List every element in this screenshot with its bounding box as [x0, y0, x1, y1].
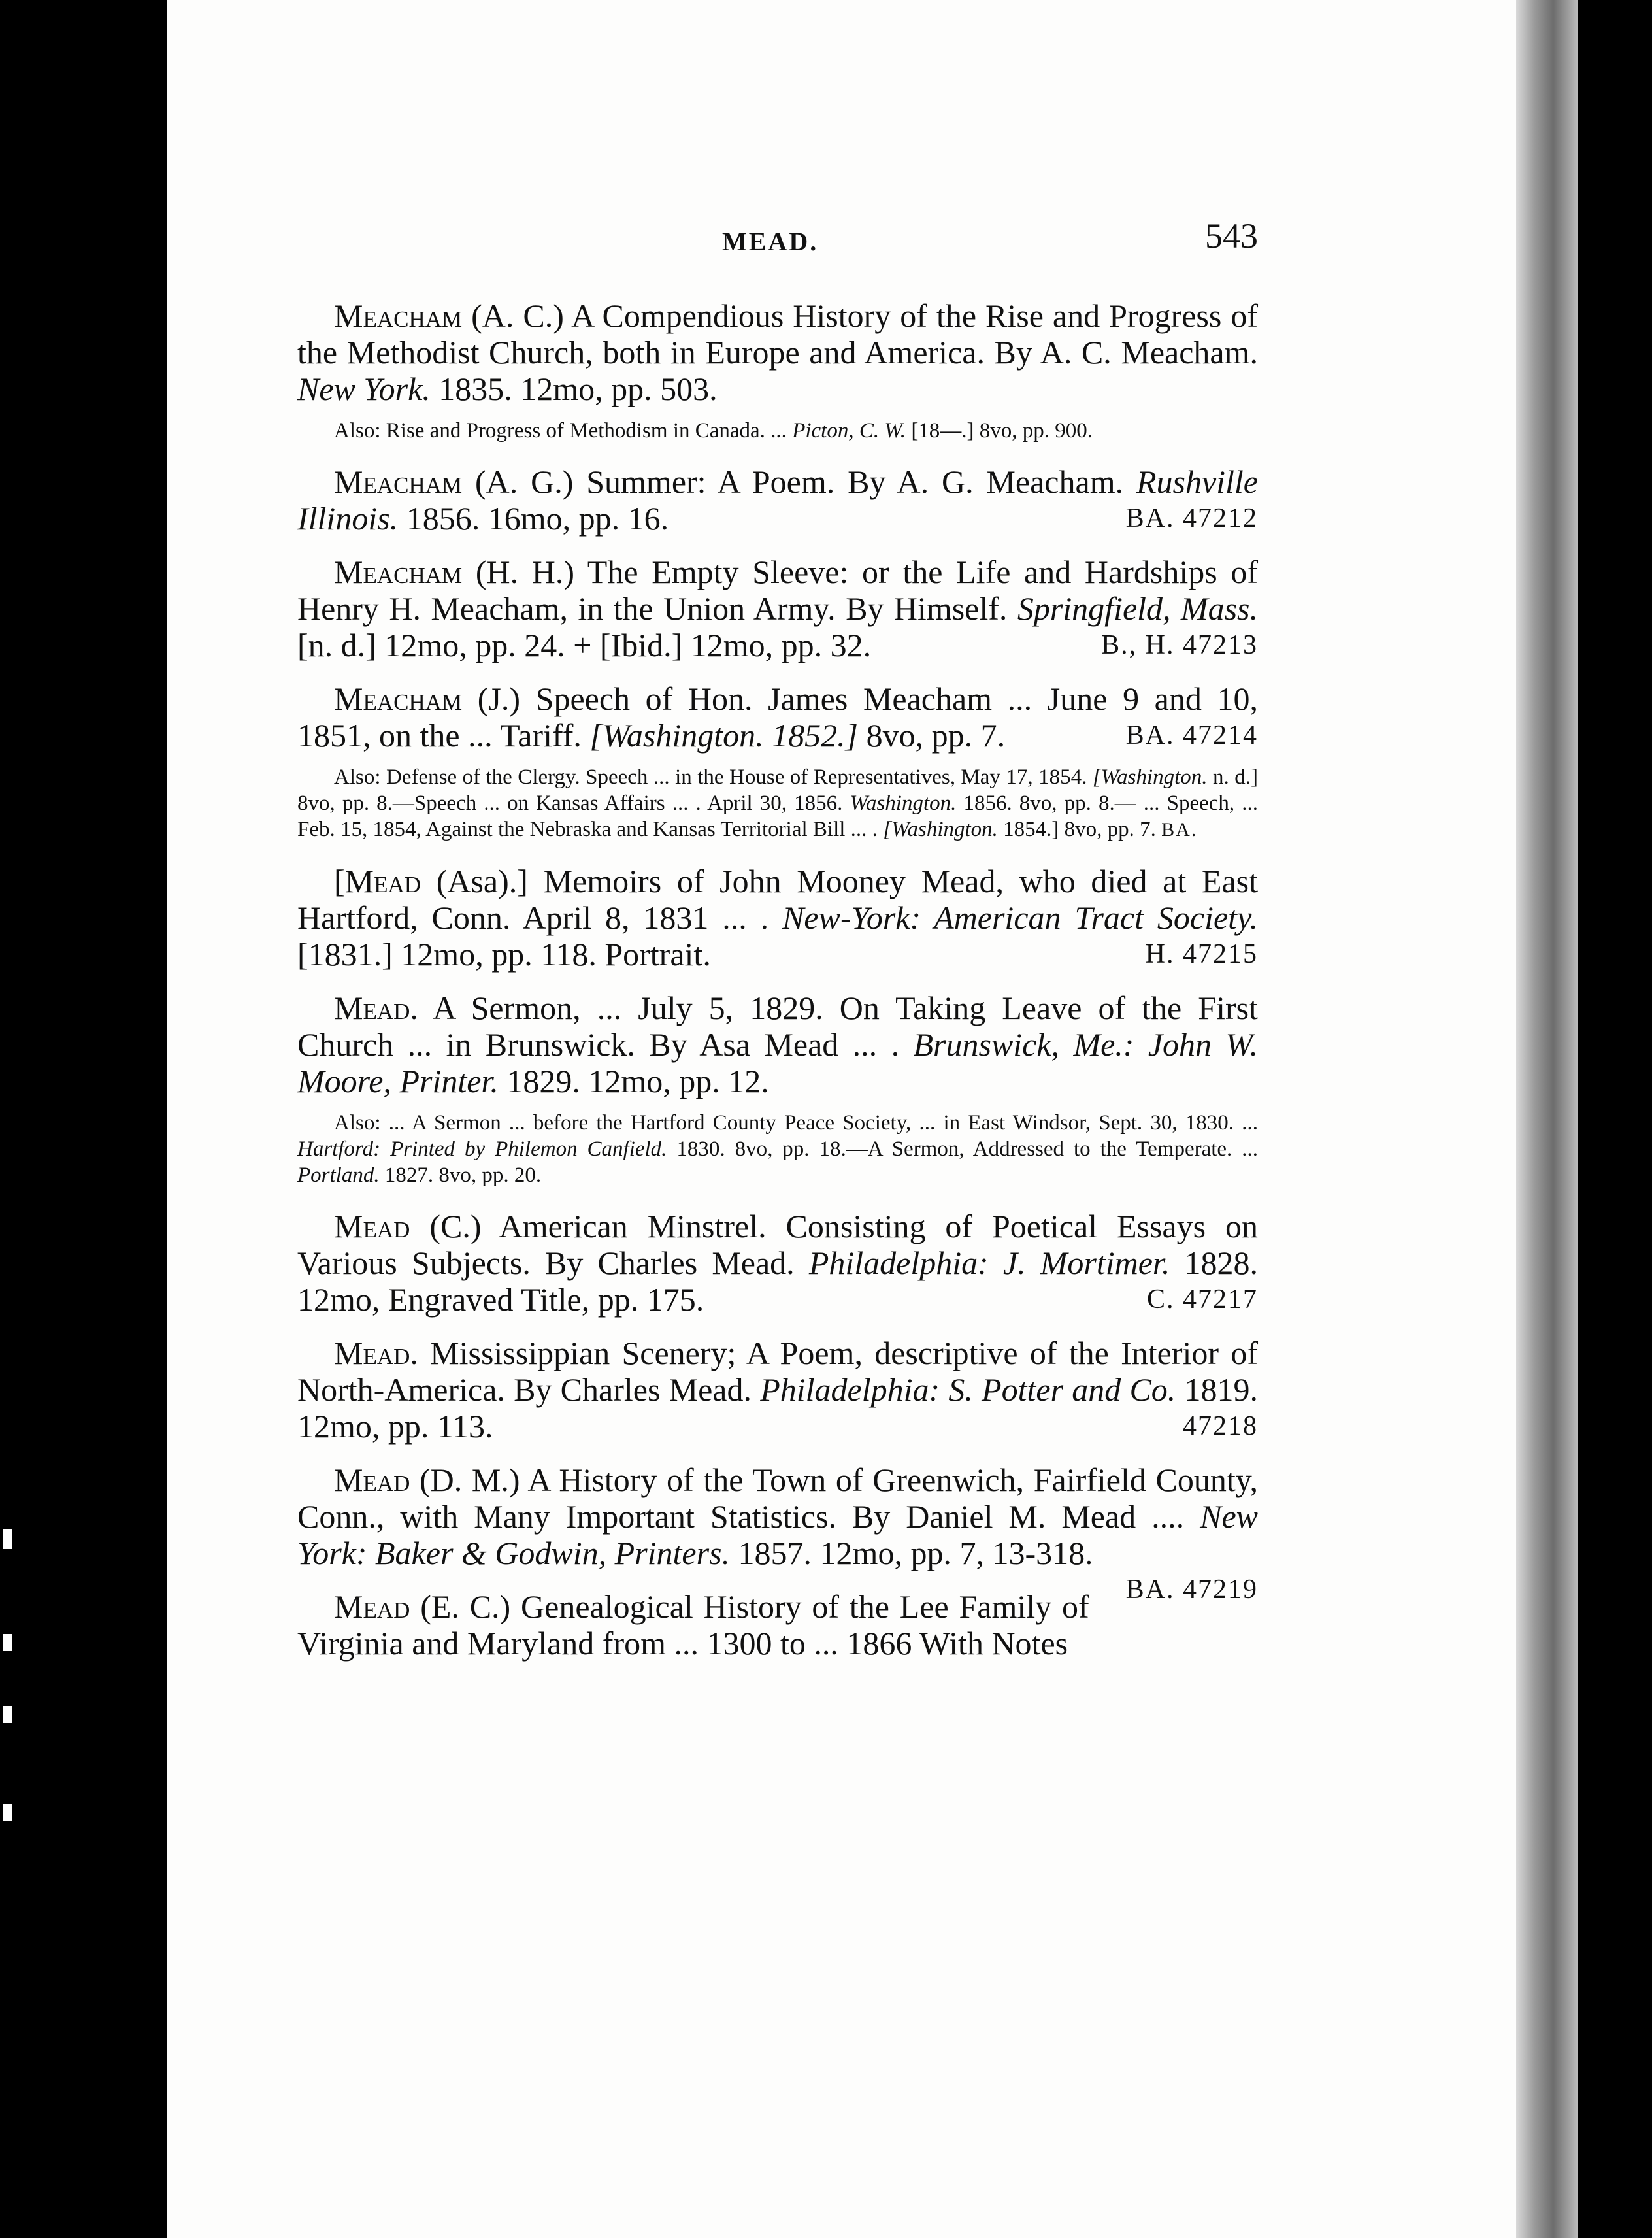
bibliography-entry: Mead (C.) American Minstrel. Consisting of Poetical Essays on Various Subjects. By Charles Mead. Philadelphia: J. Mortimer. 1828. 12mo, Engraved Title, pp. 175. C. 47217: [297, 1208, 1258, 1318]
bibliography-entry: Meacham (J.) Speech of Hon. James Meacham ... June 9 and 10, 1851, on the ... Tariff. [Washington. 1852.] 8vo, pp. 7. BA. 47214: [297, 680, 1258, 754]
scan-left-border: [0, 0, 167, 2238]
margin-mark: [3, 1529, 12, 1549]
margin-mark: [3, 1706, 12, 1723]
page-fold-shadow: [1516, 0, 1578, 2238]
catalog-number: BA. 47212: [1125, 503, 1258, 533]
bibliography-entry: Mead (E. C.) Genealogical History of the Lee Family of Virginia and Maryland from ... 1300 to ... 1866 With Notes: [297, 1588, 1089, 1662]
catalog-number: BA. 47214: [1125, 720, 1258, 750]
bibliography-entry: Meacham (A. C.) A Compendious History of the Rise and Progress of the Methodist Church, both in Europe and America. By A. C. Meacham. New York. 1835. 12mo, pp. 503.: [297, 297, 1258, 407]
catalog-number: BA.: [1161, 819, 1198, 841]
catalog-number: B., H. 47213: [1101, 630, 1258, 660]
bibliography-entry: Mead (D. M.) A History of the Town of Greenwich, Fairfield County, Conn., with Many Important Statistics. By Daniel M. Mead .... New York: Baker & Godwin, Printers. 1857. 12mo, pp. 7, 13-318. BA. 47219: [297, 1461, 1258, 1571]
page-content: [297, 297, 1258, 1678]
bibliography-entry: Mead. A Sermon, ... July 5, 1829. On Taking Leave of the First Church ... in Brunswick. By Asa Mead ... . Brunswick, Me.: John W. Moore, Printer. 1829. 12mo, pp. 12.: [297, 990, 1258, 1099]
bibliography-entry: [Mead (Asa).] Memoirs of John Mooney Mead, who died at East Hartford, Conn. April 8, 1831 ... . New-York: American Tract Society. [1831.] 12mo, pp. 118. Portrait. H. 47215: [297, 863, 1259, 973]
bibliography-entry: Meacham (H. H.) The Empty Sleeve: or the Life and Hardships of Henry H. Meacham, in the Union Army. By Himself. Springfield, Mass. [n. d.] 12mo, pp. 24. + [Ibid.] 12mo, pp. 32. B., H. 47213: [297, 554, 1258, 663]
margin-mark: [3, 1634, 12, 1651]
margin-mark: [3, 1804, 12, 1821]
also-note: Also: Defense of the Clergy. Speech ... in the House of Representatives, May 17, 1854. [Washington. n. d.] 8vo, pp. 8.—Speech ... on Kansas Affairs ... . April 30, 1856. Washington. 1856. 8vo, pp. 8.— ... Speech, ... Feb. 15, 1854, Against the Nebraska and Kansas Territorial Bill ... . [Washington. 1854.] 8vo, pp. 7. BA.: [297, 765, 1259, 841]
scan-right-border: [1578, 0, 1652, 2238]
also-note: Also: Rise and Progress of Methodism in Canada. ... Picton, C. W. [18—.] 8vo, pp. 900.: [334, 419, 1093, 443]
catalog-number: H. 47215: [1145, 939, 1258, 969]
catalog-number: BA. 47219: [1125, 1575, 1258, 1605]
catalog-number: C. 47217: [1146, 1284, 1258, 1314]
also-note: Also: ... A Sermon ... before the Hartford County Peace Society, ... in East Windsor, Sept. 30, 1830. ... Hartford: Printed by Philemon Canfield. 1830. 8vo, pp. 18.—A Sermon, Addressed to the Temperate. ... Portland. 1827. 8vo, pp. 20.: [297, 1111, 1258, 1187]
catalog-number: 47218: [1183, 1411, 1258, 1441]
running-head: MEAD.: [722, 227, 819, 256]
bibliography-entry: Mead. Mississippian Scenery; A Poem, descriptive of the Interior of North-America. By Charles Mead. Philadelphia: S. Potter and Co. 1819. 12mo, pp. 113. 47218: [297, 1335, 1259, 1445]
page-number: 543: [1205, 216, 1258, 256]
page-header: [297, 216, 1258, 268]
bibliography-entry: Meacham (A. G.) Summer: A Poem. By A. G. Meacham. Rushville Illinois. 1856. 16mo, pp. 16. BA. 47212: [297, 463, 1258, 537]
